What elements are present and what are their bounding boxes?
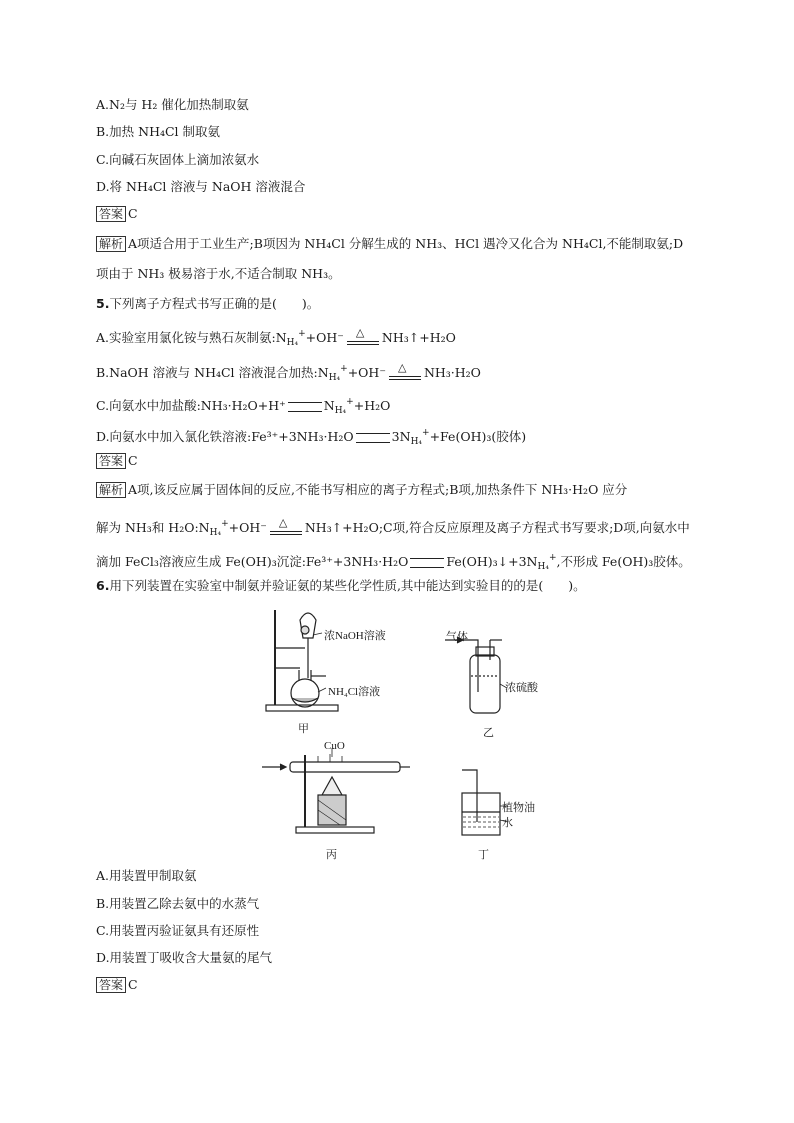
answer-tag: 答案 bbox=[96, 206, 126, 222]
answer-tag: 答案 bbox=[96, 453, 126, 469]
q5-option-c: C.向氨水中加盐酸:NH₃·H₂O+H⁺ $N_{H_4}^++H_2O$ bbox=[96, 397, 391, 416]
apparatus-yi bbox=[445, 637, 507, 713]
q5-analysis-line2: 解为 NH₃和 $H_2O:N_{H_4}^++OH^-$ △ NH₃↑+H₂O;C项,符合反应原理及离子方程式书写要求;D项,向氨水中 bbox=[96, 515, 690, 538]
q4-option-d: D.将 NH₄Cl 溶液与 NaOH 溶液混合 bbox=[96, 179, 306, 194]
question-text: 用下列装置在实验室中制氨并验证氨的某些化学性质,其中能达到实验目的的是( )。 bbox=[109, 578, 586, 593]
analysis-tag: 解析 bbox=[96, 482, 126, 498]
analysis-tag: 解析 bbox=[96, 236, 126, 252]
label-jia: 甲 bbox=[298, 723, 309, 735]
question-number: 5. bbox=[96, 296, 110, 311]
delta-symbol: △ bbox=[397, 360, 407, 374]
label-gas: 气体 bbox=[446, 631, 468, 643]
q6-option-c: C.用装置丙验证氨具有还原性 bbox=[96, 923, 260, 938]
q5-option-d: D.向氨水中加入氯化铁溶液:Fe³⁺+3NH₃·H₂O $3N_{H_4}^++Fe(OH)_3$(胶体) bbox=[96, 428, 527, 447]
q6-option-a: A.用装置甲制取氨 bbox=[96, 868, 197, 883]
answer-value: C bbox=[128, 977, 138, 992]
delta-symbol: △ bbox=[355, 325, 365, 339]
label-oil: 植物油 bbox=[502, 802, 535, 814]
apparatus-bing bbox=[262, 748, 410, 833]
q5-analysis-line3: 滴加 FeCl₃溶液应生成 Fe(OH)₃沉淀:Fe³⁺+3NH₃·H₂O $Fe(OH)_3↓+3N_{H_4}^+$,不形成 Fe(OH)₃胶体。 bbox=[96, 553, 691, 572]
answer-tag: 答案 bbox=[96, 977, 126, 993]
question-number: 6. bbox=[96, 578, 110, 593]
question-text: 下列离子方程式书写正确的是( )。 bbox=[109, 296, 320, 311]
label-nh4cl: NH₄Cl溶液 bbox=[328, 686, 381, 698]
label-naoh: 浓NaOH溶液 bbox=[324, 630, 386, 642]
q4-option-a: A.N₂与 H₂ 催化加热制取氨 bbox=[96, 97, 249, 112]
q6-option-d: D.用装置丁吸收含大量氨的尾气 bbox=[96, 950, 273, 965]
q4-analysis-line2: 项由于 NH₃ 极易溶于水,不适合制取 NH₃。 bbox=[96, 266, 341, 281]
q5-option-a: A.实验室用氯化铵与熟石灰制氨$:N_{H_4}^++OH^-$ △ NH₃↑+H₂O bbox=[96, 325, 456, 348]
answer-value: C bbox=[128, 453, 138, 468]
q6-option-b: B.用装置乙除去氨中的水蒸气 bbox=[96, 896, 260, 911]
label-cuo: CuO bbox=[324, 740, 345, 752]
q6-answer bbox=[96, 977, 138, 993]
q5-option-b: B.NaOH 溶液与 NH₄Cl 溶液混合加热$:N_{H_4}^++OH^-$ △ NH₃·H₂O bbox=[96, 360, 481, 383]
delta-symbol: △ bbox=[278, 515, 288, 529]
answer-value: C bbox=[128, 206, 138, 221]
q4-option-c: C.向碱石灰固体上滴加浓氨水 bbox=[96, 152, 260, 167]
label-ding: 丁 bbox=[478, 849, 489, 861]
q4-option-b: B.加热 NH₄Cl 制取氨 bbox=[96, 124, 221, 139]
analysis-text: A项,该反应属于固体间的反应,不能书写相应的离子方程式;B项,加热条件下 NH₃·H₂O 应分 bbox=[128, 482, 628, 497]
analysis-text: A项适合用于工业生产;B项因为 NH₄Cl 分解生成的 NH₃、HCl 遇冷又化合为 NH₄Cl,不能制取氨;D bbox=[128, 236, 684, 251]
label-bing: 丙 bbox=[326, 849, 337, 861]
label-water: 水 bbox=[502, 817, 513, 829]
label-yi: 乙 bbox=[483, 727, 494, 739]
label-h2so4: 浓硫酸 bbox=[505, 682, 538, 694]
